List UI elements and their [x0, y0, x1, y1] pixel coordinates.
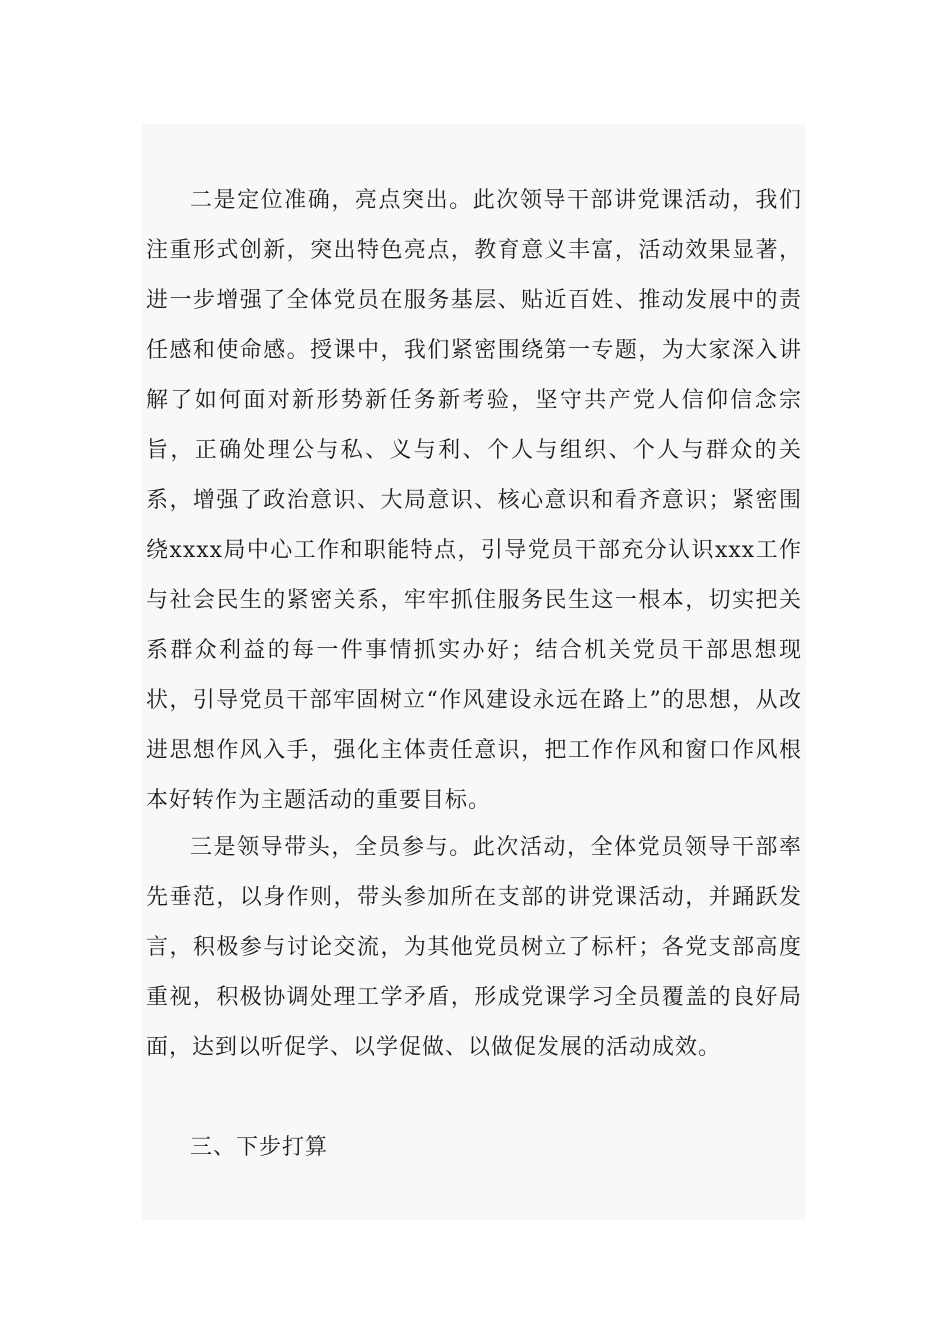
paragraph-positioning: 二是定位准确，亮点突出。此次领导干部讲党课活动，我们注重形式创新，突出特色亮点，教育意义丰富，活动效果显著，进一步增强了全体党员在服务基层、贴近百姓、推动发展中的责任感和使命感。授课中，我们紧密围绕第一专题，为大家深入讲解了如何面对新形势新任务新考验，坚守共产党人信仰信念宗旨，正确处理公与私、义与利、个人与组织、个人与群众的关系，增强了政治意识、大局意识、核心意识和看齐意识；紧密围绕xxxx局中心工作和职能特点，引导党员干部充分认识xxx工作与社会民生的紧密关系，牢牢抓住服务民生这一根本，切实把关系群众利益的每一件事情抓实办好；结合机关党员干部思想现状，引导党员干部牢固树立“作风建设永远在路上”的思想，从改进思想作风入手，强化主体责任意识，把工作作风和窗口作风根本好转作为主题活动的重要目标。 [146, 188, 802, 813]
section-heading-next-steps: 三、下步打算 [190, 1135, 329, 1160]
document-body [142, 124, 806, 1220]
paragraph-leadership: 三是领导带头，全员参与。此次活动，全体党员领导干部率先垂范，以身作则，带头参加所在支部的讲党课活动，并踊跃发言，积极参与讨论交流，为其他党员树立了标杆；各党支部高度重视，积极协调处理工学矛盾，形成党课学习全员覆盖的良好局面，达到以听促学、以学促做、以做促发展的活动成效。 [146, 835, 802, 1060]
